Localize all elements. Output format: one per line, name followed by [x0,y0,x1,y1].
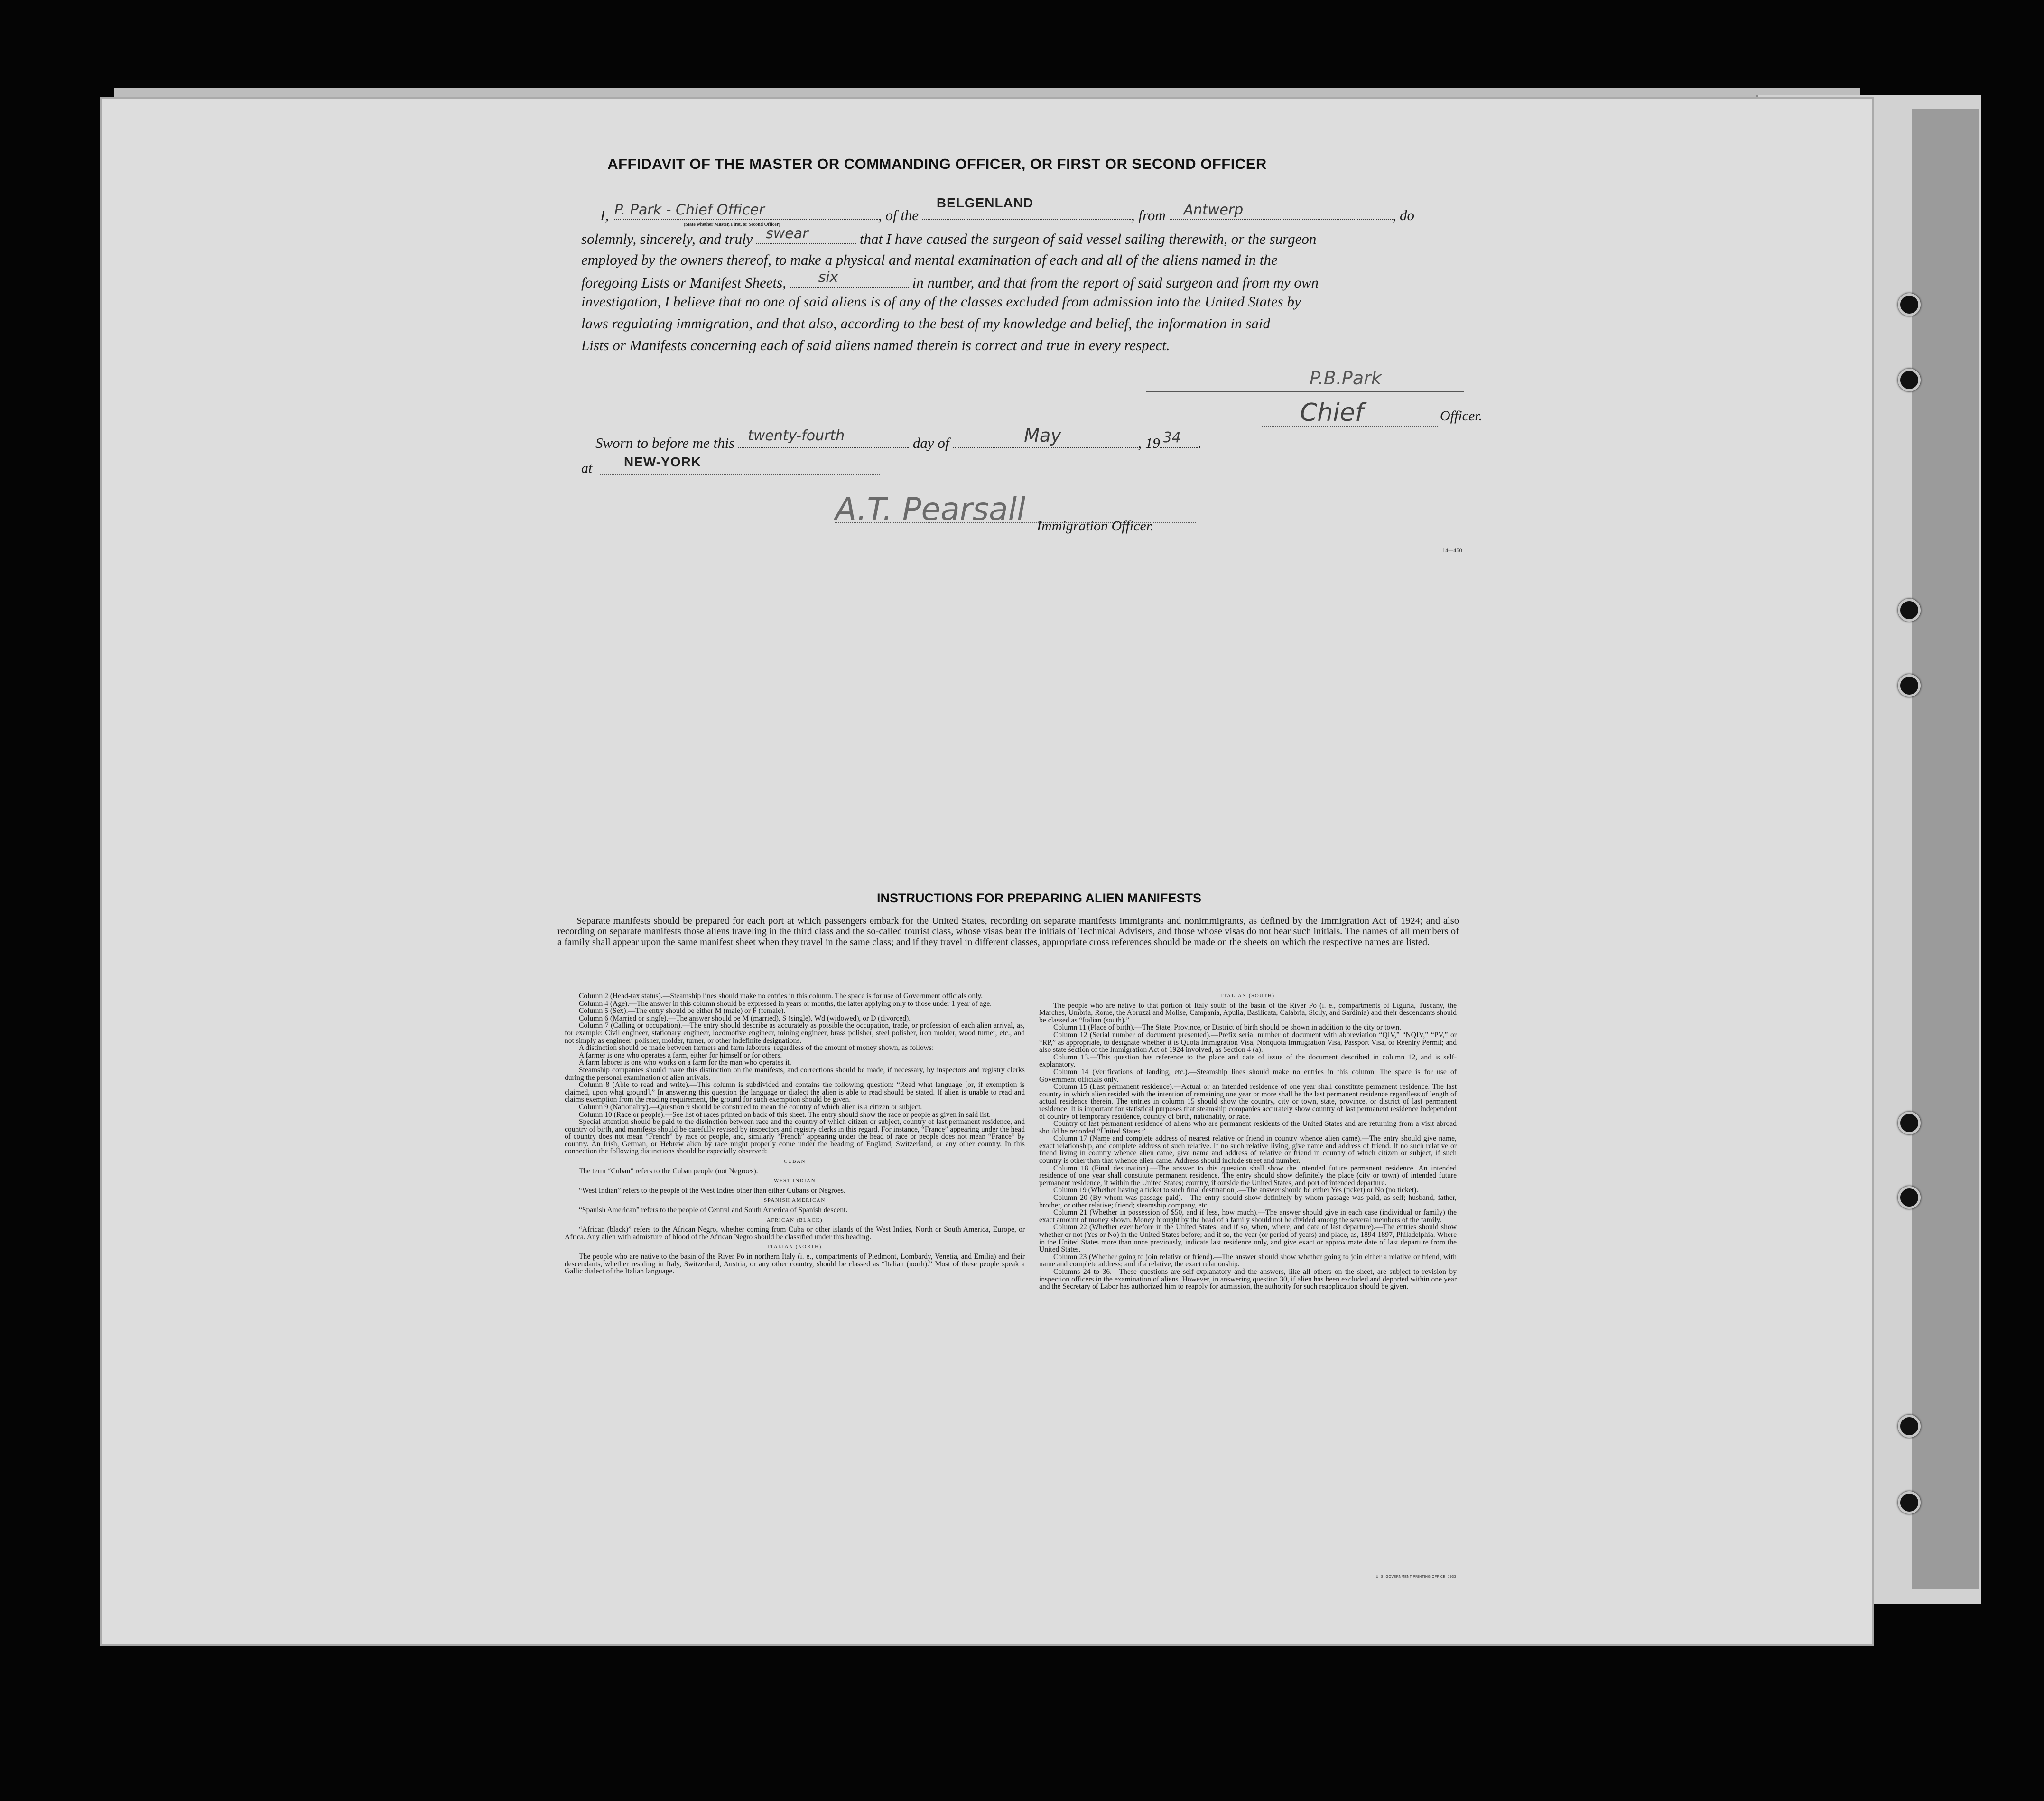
affidavit-text: in number, and that from the report of said surgeon and from my own [912,274,1319,291]
affidavit-text: that I have caused the surgeon of said vessel sailing therewith, or the surgeon [859,231,1317,247]
binder-hole [1898,1112,1921,1134]
instruction-paragraph: Column 10 (Race or people).—See list of races printed on back of this sheet. The entry should show the race or people as given in said list. [579,1110,991,1119]
affidavit-text: , from [1131,207,1166,223]
section-heading-cuban: CUBAN [783,1159,806,1165]
sworn-year-handwriting: 34 [1162,429,1181,446]
instruction-paragraph: Column 5 (Sex).—The entry should be either M (male) or F (female). [579,1007,786,1015]
instruction-paragraph: Column 17 (Name and complete address of nearest relative or friend in country whence alien came).—The entry should give name, exact relationship, and complete address of such relative. If no such relative living, give name and address of friend. If no such relative or friend living in country whence alien came, give name and address of relative or friend in country of which citizen or subject, if such country is other than that whence alien came. Address should include street and number. [1039,1134,1457,1165]
sworn-text: . [1198,435,1202,451]
binder-hole [1898,1491,1921,1514]
instruction-paragraph: Columns 24 to 36.—These questions are self-explanatory and the answers, like all others on the sheet, are subject to revision by inspection officers in the examination of aliens. However, in answering question 30, if alien has been excluded and deported within one year and the Secretary of Labor has authorized him to reapply for admission, the authority for such reapplication should be given. [1039,1267,1457,1291]
sworn-month-handwriting: May [1024,425,1061,446]
oath-field [756,225,856,244]
officer-title-handwriting: Chief [1300,399,1364,427]
affidavit-line-4 [581,269,1319,291]
page-edge-far-right [1912,109,1979,1589]
affidavit-line-6: laws regulating immigration, and that also, according to the best of my knowledge and belief, the information in said [581,315,1271,332]
instruction-paragraph: Steamship companies should make this distinction on the manifests, and corrections should be made, if necessary, by inspectors and registry clerks during the personal examination of alien arrivals. [565,1066,1025,1082]
instruction-paragraph: Column 23 (Whether going to join relative or friend).—The answer should show whether going to join either a relative or friend, with name and complete address; and if a relative, the exact relationship. [1039,1253,1457,1269]
instruction-paragraph: Column 19 (Whether having a ticket to such final destination).—The answer should be either Yes (ticket) or No (no ticket). [1053,1186,1419,1195]
instruction-paragraph: The term “Cuban” refers to the Cuban people (not Negroes). [579,1167,758,1175]
immigration-officer-signature: A.T. Pearsall [835,491,1026,528]
printer-imprint: U. S. GOVERNMENT PRINTING OFFICE: 1933 [1376,1575,1457,1578]
instruction-paragraph: Column 2 (Head-tax status).—Steamship lines should make no entries in this column. The space is for use of Government officials only. [579,992,983,1000]
officer-title-rule [1262,426,1438,427]
instruction-paragraph: “West Indian” refers to the people of the West Indies other than either Cubans or Negroes. [579,1186,845,1195]
instruction-paragraph: A distinction should be made between farmers and farm laborers, regardless of the amount of money shown, as follows: [579,1044,934,1052]
sworn-day-field [738,427,909,448]
instruction-paragraph: Column 4 (Age).—The answer in this column should be expressed in years or months, the latter applying only to those under 1 year of age. [579,999,992,1008]
affidavit-line-1 [581,195,1414,227]
port-field [1170,202,1393,220]
affidavit-line-7: Lists or Manifests concerning each of said aliens named therein is correct and true in every respect. [581,337,1170,353]
section-heading-spanish-american: SPANISH AMERICAN [764,1198,826,1204]
vessel-field [922,195,1131,220]
sworn-text: , 19 [1138,435,1160,451]
sworn-month-field [953,425,1138,448]
place-stamp: NEW-YORK [624,455,701,469]
section-heading-african: AFRICAN (BLACK) [766,1217,823,1223]
binder-hole [1898,1415,1921,1438]
sworn-line [595,425,1202,452]
affidavit-text: foregoing Lists or Manifest Sheets, [581,274,786,291]
affidavit-title: AFFIDAVIT OF THE MASTER OR COMMANDING OFFICER, OR FIRST OR SECOND OFFICER [607,156,1267,172]
affidavit-text: , do [1392,207,1414,223]
instruction-paragraph: Column 21 (Whether in possession of $50, and if less, how much).—The answer should give in each case (individual or family) the exact amount of money shown. Money brought by the head of a family should not be divided among the several members of the family. [1039,1208,1457,1224]
instruction-paragraph: A farm laborer is one who works on a farm for the man who operates it. [579,1058,791,1067]
binder-hole [1898,674,1921,697]
affidavit-text: solemnly, sincerely, and truly [581,231,753,247]
binder-hole [1898,369,1921,391]
instruction-paragraph: A farmer is one who operates a farm, either for himself or for others. [579,1051,782,1059]
binder-hole [1898,293,1921,316]
sworn-text: day of [912,435,949,451]
sheet-count-field [790,269,909,288]
instruction-paragraph: The people who are native to the basin of the River Po in northern Italy (i. e., compartments of Piedmont, Lombardy, Venetia, and Emilia) and their descendants, whether residing in Italy, Switzerland, Austria, or any other country, should be classed as “Italian (north).” Most of these people speak a Gallic dialect of the Italian language. [565,1253,1025,1276]
instruction-paragraph: Column 12 (Serial number of document presented).—Prefix serial number of document with abbreviation “QIV,” “NQIV,” “PV,” or “RP,” as appropriate, to designate whether it is Quota Immigration Visa, Nonquota Immigration Visa, Passport Visa, or Reentry Permit; and also state section of the Immigration Act of 1924 involved, as Section 4 (a). [1039,1030,1457,1054]
immigration-officer-label: Immigration Officer. [1037,518,1154,534]
form-number: 14—450 [1442,548,1462,554]
officer-signature: P.B.Park [1310,368,1382,389]
instructions-left-column [565,993,1025,1275]
section-heading-italian-south: ITALIAN (SOUTH) [1221,993,1275,999]
instruction-paragraph: Column 18 (Final destination).—The answer to this question shall show the intended future permanent residence. An intended residence of one year shall constitute permanent residence. The entry should show definitely the place (city or town) of intended future permanent residence, if within the United States; country, if outside the United States, and port of intended departure. [1039,1164,1457,1187]
instruction-paragraph: Column 20 (By whom was passage paid).—The entry should show definitely by whom passage was paid, as self; husband, father, brother, or other relative; friend; steamship company, etc. [1039,1194,1457,1209]
affidavit-text: I, [600,207,609,223]
section-heading-italian-north: ITALIAN (NORTH) [768,1244,822,1250]
affidavit-line-3: employed by the owners thereof, to make a physical and mental examination of each and all of the aliens named in the [581,251,1278,268]
instruction-paragraph: “Spanish American” refers to the people of Central and South America of Spanish descent. [579,1206,848,1215]
binder-hole [1898,1186,1921,1209]
instruction-paragraph: Special attention should be paid to the distinction between race and the country of which citizen or subject, country of last permanent residence, and country of birth, and manifests should be carefully revised by inspectors and registry clerks in this regard. For instance, “France” appearing under the head of country does not mean “French” by race or people, and, similarly “French” appearing under the head of race or people does not mean “France” by country. An Irish, German, or Hebrew alien by race might properly come under the heading of England, Switzerland, or any other country. In this connection the following distinctions should be especially observed: [565,1118,1025,1156]
officer-label: Officer. [1440,408,1483,424]
instructions-title: INSTRUCTIONS FOR PREPARING ALIEN MANIFESTS [876,891,1202,905]
section-heading-west-indian: WEST INDIAN [773,1178,816,1184]
instruction-paragraph: Column 9 (Nationality).—Question 9 should be construed to mean the country of which alien is a citizen or subject. [579,1103,922,1111]
instruction-paragraph: Column 14 (Verifications of landing, etc.).—Steamship lines should make no entries in this column. The space is for use of Government officials only. [1039,1068,1457,1084]
officer-field-note: (State whether Master, First, or Second Officer) [683,222,780,227]
affidavit-line-5: investigation, I believe that no one of said aliens is of any of the classes excluded from admission into the United States by [581,293,1301,310]
affidavit-line-2 [581,225,1317,248]
affidavit-text: , of the [878,207,919,223]
instruction-paragraph: The people who are native to that portion of Italy south of the basin of the River Po (i. e., compartments of Liguria, Tuscany, the Marches, Umbria, Rome, the Abruzzi and Molise, Campania, Apulia, Basilicata, Calabria, Sicily, and Sardinia) and their descendants should be classed as “Italian (south).” [1039,1001,1457,1024]
sheet-count-handwriting: six [818,269,838,286]
instruction-paragraph: Column 15 (Last permanent residence).—Actual or an intended residence of one year shall constitute permanent residence. The last country in which alien resided with the intention of remaining one year or more shall be the last permanent residence regardless of length of actual residence therein. The entries in column 15 should show the country, city or town, state, province, or district of last permanent residence. It is important for statistical purposes that steamship companies accurately show country of last permanent residence independent of country of temporary residence, country of birth, nationality, or race. [1039,1083,1457,1121]
binder-hole [1898,599,1921,622]
sworn-day-handwriting: twenty-fourth [748,427,845,444]
at-label: at [581,460,593,476]
vessel-stamp: BELGENLAND [936,195,1034,210]
instruction-paragraph: Column 6 (Married or single).—The answer should be M (married), S (single), Wd (widowed), or D (divorced). [579,1014,911,1022]
instructions-intro: Separate manifests should be prepared for each port at which passengers embark for the United States, recording on separate manifests immigrants and nonimmigrants, as defined by the Immigration Act of 1924; and also recording on separate manifests those aliens traveling in the third class and the so-called tourist class, whose visas bear the initials of Technical Advisers, and those whose visas do not bear such initials. The names of all members of a family shall appear upon the same manifest sheet when they travel in the same class; and if they travel in different classes, appropriate cross references should be made on the sheets on which the respective names are listed. [557,916,1459,947]
instructions-right-column [1039,993,1457,1290]
instruction-paragraph: “African (black)” refers to the African Negro, whether coming from Cuba or other islands of the West Indies, North or South America, Europe, or Africa. Any alien with admixture of blood of the African Negro should be classified under this heading. [565,1225,1025,1241]
instruction-paragraph: Column 7 (Calling or occupation).—The entry should describe as accurately as possible the occupation, trade, or profession of each alien arrival, as, for example: Civil engineer, stationary engineer, locomotive engineer, mining engineer, brass polisher, steel polisher, iron molder, wood turner, etc., and not simply as engineer, polisher, molder, turner, or other indefinite designations. [565,1021,1025,1045]
sworn-year-field [1160,429,1198,448]
sworn-text: Sworn to before me this [595,435,735,451]
instruction-paragraph: Country of last permanent residence of aliens who are permanent residents of the United States and are returning from a visit abroad should be recorded “United States.” [1039,1120,1457,1135]
officer-signature-rule [1146,391,1464,392]
instruction-paragraph: Column 11 (Place of birth).—The State, Province, or District of birth should be shown in addition to the city or town. [1053,1023,1402,1032]
officer-handwriting: P. Park - Chief Officer [614,202,765,218]
place-rule [600,474,880,475]
oath-handwriting: swear [766,225,808,242]
instruction-paragraph: Column 22 (Whether ever before in the United States; and if so, when, where, and date of last departure).—The entries should show whether or not (Yes or No) in the United States before; and if so, the year (or period of years) and place, as, 1894-1897, Philadelphia. Where in the United States more than once previously, indicate last residence only, and give exact or approximate date of last departure from the United States. [1039,1223,1457,1254]
officer-field [613,202,878,227]
port-handwriting: Antwerp [1183,202,1244,218]
instruction-paragraph: Column 8 (Able to read and write).—This column is subdivided and contains the following question: “Read what language [or, if exemption is claimed, upon what ground].” In answering this question the language or dialect the alien is able to read should be stated. If alien is unable to read and claims exemption from the reading requirement, the ground for such exemption should be given. [565,1081,1025,1104]
instruction-paragraph: Column 13.—This question has reference to the place and date of issue of the document described in column 12, and is self-explanatory. [1039,1053,1457,1069]
